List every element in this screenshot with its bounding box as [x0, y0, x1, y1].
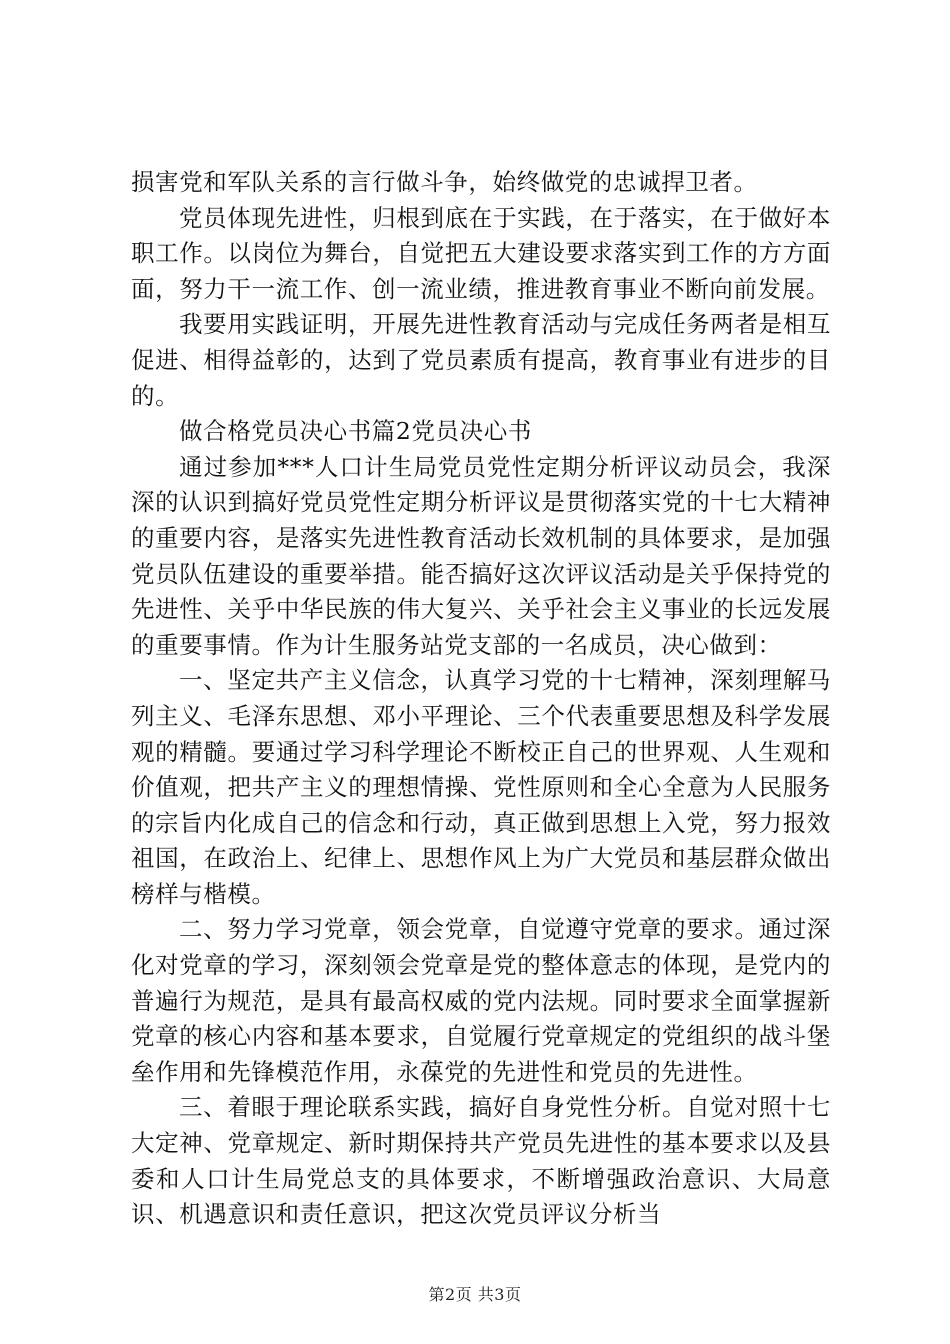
paragraph-2: 党员体现先进性，归根到底在于实践，在于落实，在于做好本职工作。以岗位为舞台，自觉把五大建设要求落实到工作的方方面面，努力干一流工作、创一流业绩，推进教育事业不断向前发展。 [131, 203, 831, 303]
paragraph-6: 一、坚定共产主义信念，认真学习党的十七精神，深刻理解马列主义、毛泽东思想、邓小平理论、三个代表重要思想及科学发展观的精髓。要通过学习科学理论不断校正自己的世界观、人生观和价值观，把共产主义的理想情操、党性原则和全心全意为人民服务的宗旨内化成自己的信念和行动，真正做到思想上入党，努力报效祖国，在政治上、纪律上、思想作风上为广大党员和基层群众做出榜样与楷模。 [131, 666, 831, 908]
page-number-footer: 第2页 共3页 [428, 1285, 522, 1304]
paragraph-3: 我要用实践证明，开展先进性教育活动与完成任务两者是相互促进、相得益彰的，达到了党员素质有提高，教育事业有进步的目的。 [131, 310, 831, 410]
document-body [131, 165, 831, 1233]
paragraph-7: 二、努力学习党章，领会党章，自觉遵守党章的要求。通过深化对党章的学习，深刻领会党章是党的整体意志的体现，是党内的普遍行为规范，是具有最高权威的党内法规。同时要求全面掌握新党章的核心内容和基本要求，自觉履行党章规定的党组织的战斗堡垒作用和先锋模范作用，永葆党的先进性和党员的先进性。 [131, 915, 831, 1086]
paragraph-5: 通过参加***人口计生局党员党性定期分析评议动员会，我深深的认识到搞好党员党性定期分析评议是贯彻落实党的十七大精神的重要内容，是落实先进性教育活动长效机制的具体要求，是加强党员队伍建设的重要举措。能否搞好这次评议活动是关乎保持党的先进性、关乎中华民族的伟大复兴、关乎社会主义事业的长远发展的重要事情。作为计生服务站党支部的一名成员，决心做到： [131, 452, 831, 659]
section-heading: 做合格党员决心书篇2党员决心书 [179, 417, 532, 446]
paragraph-8: 三、着眼于理论联系实践，搞好自身党性分析。自觉对照十七大定神、党章规定、新时期保持共产党员先进性的基本要求以及县委和人口计生局党总支的具体要求，不断增强政治意识、大局意识、机遇意识和责任意识，把这次党员评议分析当 [131, 1093, 831, 1229]
paragraph-1: 损害党和军队关系的言行做斗争，始终做党的忠诚捍卫者。 [131, 168, 758, 196]
